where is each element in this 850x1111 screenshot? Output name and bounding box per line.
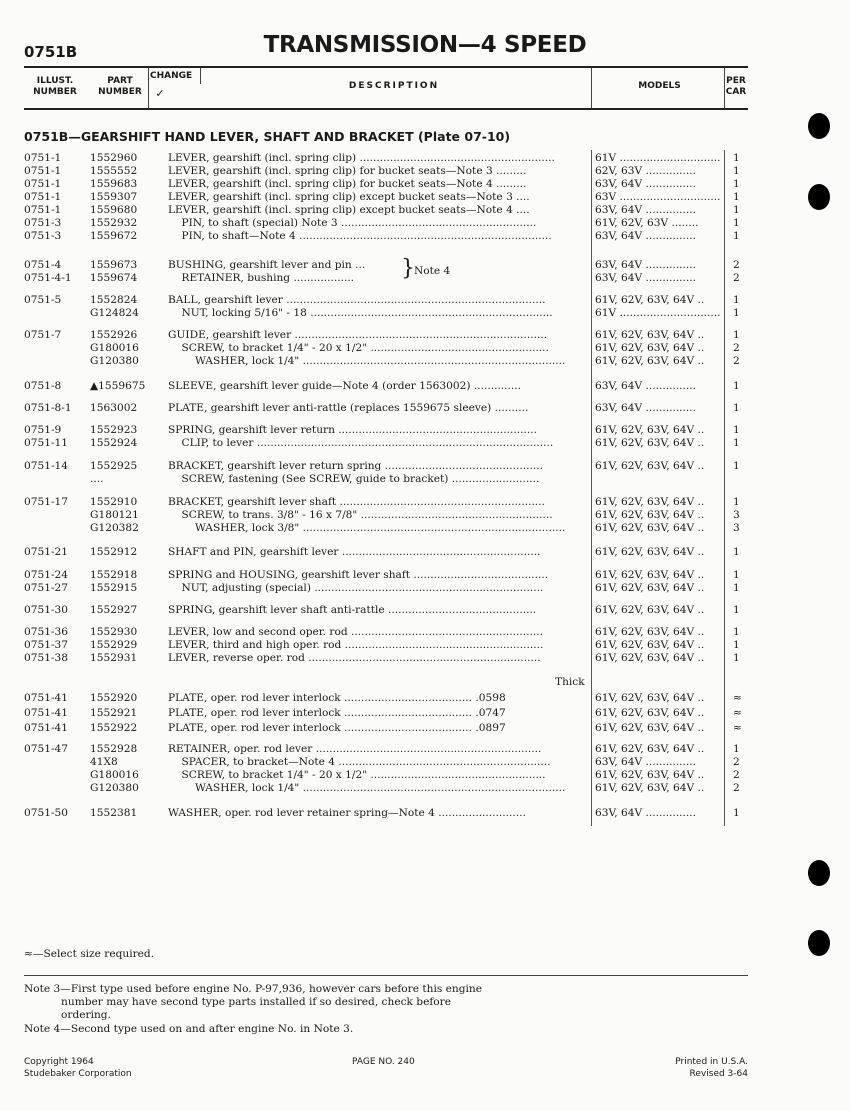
description: BALL, gearshift lever ............................................................................. — [168, 294, 546, 306]
table-row — [0, 307, 850, 320]
note-4: Note 4—Second type used on and after engine No. in Note 3. — [24, 1023, 354, 1035]
illust-number: 0751-4 — [24, 259, 62, 271]
part-number: 1552930 — [90, 626, 138, 638]
per-car: 1 — [733, 329, 740, 341]
illust-number: 0751-21 — [24, 546, 69, 558]
illust-number: 0751-1 — [24, 191, 62, 203]
footer-copyright — [24, 1056, 132, 1080]
per-car: 1 — [733, 402, 740, 414]
part-number: 1552918 — [90, 569, 138, 581]
table-row — [0, 807, 850, 820]
per-car: 1 — [733, 604, 740, 616]
per-car: 2 — [733, 342, 740, 354]
part-number: 1559683 — [90, 178, 138, 190]
models: 61V, 62V, 63V, 64V .. — [595, 707, 705, 719]
illust-number: 0751-8-1 — [24, 402, 72, 414]
table-row — [0, 769, 850, 782]
per-car: 1 — [733, 460, 740, 472]
bushing-note: Note 4 — [414, 265, 451, 277]
table-row — [0, 230, 850, 243]
footnote: ≈—Select size required. — [24, 948, 155, 960]
illust-number: 0751-14 — [24, 460, 69, 472]
part-header-line1: PART — [107, 76, 133, 86]
part-number: 1552929 — [90, 639, 138, 651]
part-number: G124824 — [90, 307, 139, 319]
part-number: 1552924 — [90, 437, 138, 449]
part-number: G180121 — [90, 509, 139, 521]
description: RETAINER, oper. rod lever ................................................................... — [168, 743, 542, 755]
models: 61V .............................. — [595, 307, 721, 319]
description: LEVER, gearshift (incl. spring clip) for bucket seats—Note 3 ......... — [168, 165, 527, 177]
part-number: G120380 — [90, 355, 139, 367]
models: 61V, 62V, 63V, 64V .. — [595, 722, 705, 734]
description: WASHER, lock 1/4" .............................................................................. — [168, 782, 566, 794]
part-number: 1552925 — [90, 460, 138, 472]
illust-number: 0751-8 — [24, 380, 62, 392]
description: SCREW, to bracket 1/4" - 20 x 1/2" .................................................... — [168, 769, 546, 781]
table-row — [0, 152, 850, 165]
per-car: ≈ — [733, 692, 742, 704]
part-header — [92, 76, 148, 98]
part-number: .... — [90, 473, 104, 485]
description: SCREW, fastening (See SCREW, guide to bracket) .......................... — [168, 473, 540, 485]
description: LEVER, low and second oper. rod ......................................................... — [168, 626, 543, 638]
part-header-line2: NUMBER — [98, 87, 142, 97]
description: SCREW, to trans. 3/8" - 16 x 7/8" ......................................................... — [168, 509, 553, 521]
table-row — [0, 582, 850, 595]
description: SCREW, to bracket 1/4" - 20 x 1/2" ..................................................... — [168, 342, 549, 354]
illust-number: 0751-41 — [24, 722, 69, 734]
note-3-line2: number may have second type parts installed if so desired, check before — [24, 996, 451, 1008]
table-row — [0, 756, 850, 769]
table-row — [0, 460, 850, 473]
illust-number: 0751-9 — [24, 424, 62, 436]
illust-number: 0751-24 — [24, 569, 69, 581]
per-car: 1 — [733, 165, 740, 177]
models: 61V, 62V, 63V, 64V .. — [595, 424, 705, 436]
printed-line1: Printed in U.S.A. — [675, 1057, 748, 1067]
part-number: 1552381 — [90, 807, 138, 819]
per-car: 1 — [733, 569, 740, 581]
part-number: 1552931 — [90, 652, 138, 664]
per-car: 2 — [733, 769, 740, 781]
description: LEVER, gearshift (incl. spring clip) .......................................................... — [168, 152, 555, 164]
part-number: 1552922 — [90, 722, 138, 734]
table-row — [0, 402, 850, 415]
per-car: 1 — [733, 437, 740, 449]
models: 61V, 62V, 63V ........ — [595, 217, 699, 229]
models: 61V, 62V, 63V, 64V .. — [595, 782, 705, 794]
part-number: 1552932 — [90, 217, 138, 229]
table-row — [0, 355, 850, 368]
description: LEVER, gearshift (incl. spring clip) except bucket seats—Note 4 .... — [168, 204, 530, 216]
table-row — [0, 722, 850, 735]
part-number: 1555552 — [90, 165, 138, 177]
part-number: 1552910 — [90, 496, 138, 508]
per-car: 1 — [733, 639, 740, 651]
description: PLATE, oper. rod lever interlock ...................................... .0598 — [168, 692, 506, 704]
per-car: 1 — [733, 230, 740, 242]
models: 61V, 62V, 63V, 64V .. — [595, 626, 705, 638]
part-number: 1552824 — [90, 294, 138, 306]
description: SHAFT and PIN, gearshift lever ........................................................... — [168, 546, 541, 558]
per-car: 3 — [733, 522, 740, 534]
models: 63V, 64V ............... — [595, 756, 697, 768]
illust-number: 0751-3 — [24, 230, 62, 242]
table-row — [0, 329, 850, 342]
models: 61V, 62V, 63V, 64V .. — [595, 329, 705, 341]
note-3-line1: Note 3—First type used before engine No. P-97,936, however cars before this engine — [24, 983, 482, 995]
table-row — [0, 342, 850, 355]
illust-number: 0751-1 — [24, 204, 62, 216]
part-number: 1559680 — [90, 204, 138, 216]
part-number: 1559674 — [90, 272, 138, 284]
models: 61V, 62V, 63V, 64V .. — [595, 294, 705, 306]
table-row — [0, 165, 850, 178]
part-number: 1552912 — [90, 546, 138, 558]
thick-label: Thick — [555, 676, 585, 688]
part-number: 1559673 — [90, 259, 138, 271]
models: 61V, 62V, 63V, 64V .. — [595, 639, 705, 651]
description-header: DESCRIPTION — [348, 81, 440, 91]
table-row — [0, 294, 850, 307]
part-number: G180016 — [90, 342, 139, 354]
description: NUT, locking 5/16" - 18 ........................................................................ — [168, 307, 553, 319]
illust-number: 0751-3 — [24, 217, 62, 229]
table-row — [0, 380, 850, 393]
per-car: 1 — [733, 496, 740, 508]
copyright-line2: Studebaker Corporation — [24, 1069, 132, 1079]
part-number: 1552926 — [90, 329, 138, 341]
models: 63V, 64V ............... — [595, 807, 697, 819]
models: 61V, 62V, 63V, 64V .. — [595, 743, 705, 755]
illust-number: 0751-1 — [24, 178, 62, 190]
per-car: 2 — [733, 756, 740, 768]
per-car: 1 — [733, 191, 740, 203]
illust-header-line2: NUMBER — [33, 87, 77, 97]
per-car: 1 — [733, 546, 740, 558]
per-car: 1 — [733, 424, 740, 436]
description: LEVER, reverse oper. rod ..................................................................... — [168, 652, 541, 664]
table-row — [0, 707, 850, 720]
table-row — [0, 437, 850, 450]
per-header-line2: CAR — [725, 87, 747, 97]
models: 61V, 62V, 63V, 64V .. — [595, 604, 705, 616]
models: 61V, 62V, 63V, 64V .. — [595, 769, 705, 781]
description: CLIP, to lever ........................................................................................ — [168, 437, 554, 449]
description: WASHER, oper. rod lever retainer spring—Note 4 .......................... — [168, 807, 526, 819]
models: 63V, 64V ............... — [595, 178, 697, 190]
illust-number: 0751-7 — [24, 329, 62, 341]
copyright-line1: Copyright 1964 — [24, 1057, 94, 1067]
table-row — [0, 522, 850, 535]
part-number: 1552923 — [90, 424, 138, 436]
per-car: 1 — [733, 626, 740, 638]
illust-number: 0751-1 — [24, 165, 62, 177]
models: 61V, 62V, 63V, 64V .. — [595, 496, 705, 508]
description: WASHER, lock 3/8" .............................................................................. — [168, 522, 566, 534]
illust-number: 0751-4-1 — [24, 272, 72, 284]
per-header-line1: PER — [726, 76, 746, 86]
per-car: 1 — [733, 294, 740, 306]
bushing-brace: } — [401, 256, 415, 281]
description: LEVER, third and high oper. rod ........................................................... — [168, 639, 544, 651]
description: PLATE, gearshift lever anti-rattle (replaces 1559675 sleeve) .......... — [168, 402, 529, 414]
description: PIN, to shaft—Note 4 ........................................................................... — [168, 230, 552, 242]
illust-number: 0751-27 — [24, 582, 69, 594]
change-header: CHANGE — [150, 71, 193, 81]
description: NUT, adjusting (special) .................................................................... — [168, 582, 544, 594]
description: SLEEVE, gearshift lever guide—Note 4 (order 1563002) .............. — [168, 380, 522, 392]
models: 63V, 64V ............... — [595, 230, 697, 242]
models: 61V, 62V, 63V, 64V .. — [595, 546, 705, 558]
per-car: ≈ — [733, 722, 742, 734]
footer-page-number: PAGE NO. 240 — [352, 1057, 415, 1067]
binder-hole-4 — [808, 930, 830, 956]
models: 61V, 62V, 63V, 64V .. — [595, 460, 705, 472]
illust-number: 0751-36 — [24, 626, 69, 638]
description: WASHER, lock 1/4" .............................................................................. — [168, 355, 566, 367]
part-number: 41X8 — [90, 756, 118, 768]
table-row — [0, 692, 850, 705]
printed-line2: Revised 3-64 — [689, 1069, 748, 1079]
description: PLATE, oper. rod lever interlock ...................................... .0897 — [168, 722, 506, 734]
per-car: 1 — [733, 807, 740, 819]
description: SPRING and HOUSING, gearshift lever shaft ........................................ — [168, 569, 549, 581]
table-row — [0, 509, 850, 522]
binder-hole-1 — [808, 113, 830, 139]
per-car-header — [724, 76, 748, 98]
table-row — [0, 639, 850, 652]
illust-header-line1: ILLUST. — [36, 76, 74, 86]
illust-number: 0751-37 — [24, 639, 69, 651]
part-number: G120380 — [90, 782, 139, 794]
table-row — [0, 626, 850, 639]
per-car: 1 — [733, 204, 740, 216]
description: BRACKET, gearshift lever shaft ............................................................. — [168, 496, 545, 508]
part-number: 1563002 — [90, 402, 138, 414]
notes-rule — [24, 975, 748, 976]
illust-number: 0751-41 — [24, 707, 69, 719]
models: 61V, 62V, 63V, 64V .. — [595, 522, 705, 534]
description: SPRING, gearshift lever return ........................................................... — [168, 424, 537, 436]
table-row — [0, 204, 850, 217]
models: 63V .............................. — [595, 191, 721, 203]
illust-number: 0751-17 — [24, 496, 69, 508]
per-car: 1 — [733, 652, 740, 664]
description: PLATE, oper. rod lever interlock ...................................... .0747 — [168, 707, 506, 719]
models: 61V, 62V, 63V, 64V .. — [595, 692, 705, 704]
models-header: MODELS — [638, 81, 681, 91]
part-number: G120382 — [90, 522, 139, 534]
illust-number: 0751-41 — [24, 692, 69, 704]
per-car: 2 — [733, 259, 740, 271]
per-car: 1 — [733, 380, 740, 392]
description: SPACER, to bracket—Note 4 ............................................................... — [168, 756, 551, 768]
section-title: 0751B—GEARSHIFT HAND LEVER, SHAFT AND BRACKET (Plate 07-10) — [24, 129, 511, 144]
table-row — [0, 424, 850, 437]
column-headers — [24, 66, 748, 110]
models: 61V, 62V, 63V, 64V .. — [595, 582, 705, 594]
part-number: 1559672 — [90, 230, 138, 242]
models: 61V, 62V, 63V, 64V .. — [595, 342, 705, 354]
table-row — [0, 473, 850, 486]
per-car: 2 — [733, 355, 740, 367]
description: LEVER, gearshift (incl. spring clip) for bucket seats—Note 4 ......... — [168, 178, 527, 190]
per-car: 2 — [733, 272, 740, 284]
models: 61V .............................. — [595, 152, 721, 164]
models: 63V, 64V ............... — [595, 259, 697, 271]
illust-number: 0751-30 — [24, 604, 69, 616]
binder-hole-3 — [808, 860, 830, 886]
part-number: 1552915 — [90, 582, 138, 594]
description: PIN, to shaft (special) Note 3 .......................................................... — [168, 217, 537, 229]
description: GUIDE, gearshift lever ........................................................................... — [168, 329, 548, 341]
part-number: G180016 — [90, 769, 139, 781]
illust-number: 0751-50 — [24, 807, 69, 819]
part-number: 1552921 — [90, 707, 138, 719]
per-car: ≈ — [733, 707, 742, 719]
table-row — [0, 652, 850, 665]
description: BUSHING, gearshift lever and pin ... — [168, 259, 366, 271]
per-car: 1 — [733, 217, 740, 229]
description: SPRING, gearshift lever shaft anti-rattle ............................................ — [168, 604, 537, 616]
part-number: 1552928 — [90, 743, 138, 755]
part-number: 1552920 — [90, 692, 138, 704]
per-car: 1 — [733, 152, 740, 164]
note-3-line3: ordering. — [24, 1009, 111, 1021]
page-code: 0751B — [24, 43, 78, 61]
part-number: 1552960 — [90, 152, 138, 164]
illust-header — [24, 76, 86, 98]
table-row — [0, 178, 850, 191]
illust-number: 0751-1 — [24, 152, 62, 164]
page-title: TRANSMISSION—4 SPEED — [263, 32, 587, 58]
illust-number: 0751-38 — [24, 652, 69, 664]
models: 63V, 64V ............... — [595, 380, 697, 392]
table-row — [0, 743, 850, 756]
description: LEVER, gearshift (incl. spring clip) except bucket seats—Note 3 .... — [168, 191, 530, 203]
footer-printed — [648, 1056, 748, 1080]
models: 61V, 62V, 63V, 64V .. — [595, 652, 705, 664]
description: RETAINER, bushing .................. — [168, 272, 355, 284]
illust-number: 0751-11 — [24, 437, 69, 449]
change-checkmark: ✓ — [155, 87, 165, 100]
per-car: 1 — [733, 178, 740, 190]
per-car: 1 — [733, 307, 740, 319]
models: 63V, 64V ............... — [595, 272, 697, 284]
table-row — [0, 604, 850, 617]
models: 63V, 64V ............... — [595, 204, 697, 216]
models: 61V, 62V, 63V, 64V .. — [595, 509, 705, 521]
models: 61V, 62V, 63V, 64V .. — [595, 569, 705, 581]
table-row — [0, 782, 850, 795]
models: 61V, 62V, 63V, 64V .. — [595, 355, 705, 367]
table-row — [0, 191, 850, 204]
part-number: 1552927 — [90, 604, 138, 616]
illust-number: 0751-5 — [24, 294, 62, 306]
table-row — [0, 569, 850, 582]
part-number: ▲1559675 — [90, 380, 146, 392]
table-row — [0, 217, 850, 230]
models: 61V, 62V, 63V, 64V .. — [595, 437, 705, 449]
per-car: 1 — [733, 743, 740, 755]
table-row — [0, 546, 850, 559]
description: BRACKET, gearshift lever return spring ............................................... — [168, 460, 543, 472]
table-row — [0, 496, 850, 509]
per-car: 3 — [733, 509, 740, 521]
models: 62V, 63V ............... — [595, 165, 697, 177]
models: 63V, 64V ............... — [595, 402, 697, 414]
per-car: 2 — [733, 782, 740, 794]
per-car: 1 — [733, 582, 740, 594]
illust-number: 0751-47 — [24, 743, 69, 755]
part-number: 1559307 — [90, 191, 138, 203]
